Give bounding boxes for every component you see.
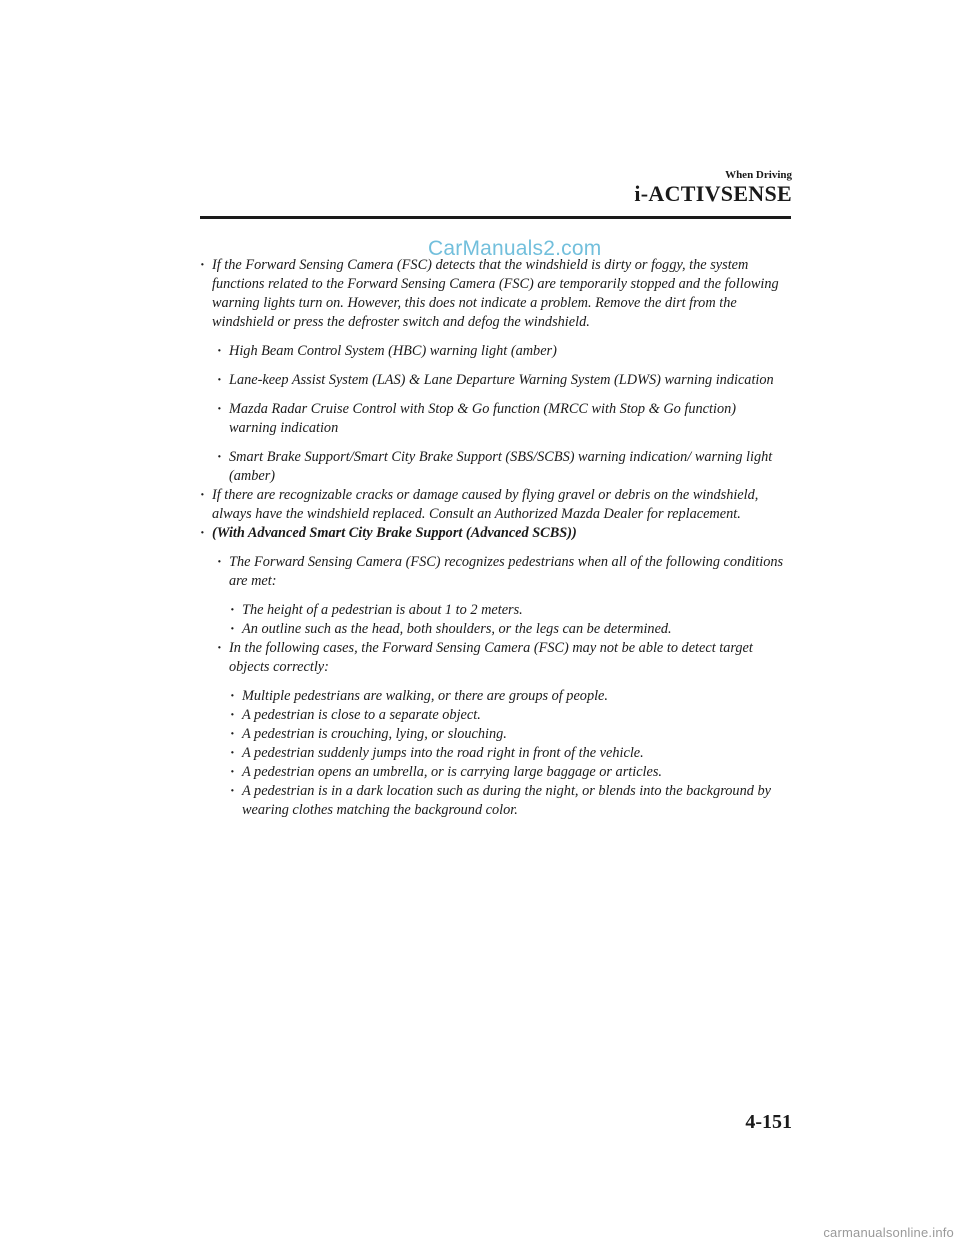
bullet-multiple-pedestrians: · Multiple pedestrians are walking, or there are groups of people. [230, 687, 785, 706]
bullet-jumps-into-road: · A pedestrian suddenly jumps into the road right in front of the vehicle. [230, 744, 785, 763]
watermark-logo-top: CarManuals2.com [428, 237, 602, 260]
bullet-pedestrian-outline: · An outline such as the head, both shoulders, or the legs can be determined. [230, 620, 785, 639]
bullet-sbs-scbs-warning: · Smart Brake Support/Smart City Brake Support (SBS/SCBS) warning indication/ warning light (amber) [217, 448, 785, 486]
bullet-dark-location: · A pedestrian is in a dark location such as during the night, or blends into the background by wearing clothes matching the background color. [230, 782, 785, 820]
section-label: When Driving [725, 169, 792, 181]
bullet-mrcc-warning: · Mazda Radar Cruise Control with Stop & Go function (MRCC with Stop & Go function) warning indication [217, 400, 785, 438]
bullet-detection-cases: · In the following cases, the Forward Sensing Camera (FSC) may not be able to detect target objects correctly: [217, 639, 785, 677]
bullet-hbc-warning: · High Beam Control System (HBC) warning light (amber) [217, 342, 785, 361]
bullet-pedestrian-recognition: · The Forward Sensing Camera (FSC) recognizes pedestrians when all of the following conditions are met: [217, 553, 785, 591]
header-divider [200, 216, 791, 219]
bullet-separate-object: · A pedestrian is close to a separate object. [230, 706, 785, 725]
bullet-windshield-cracks: · If there are recognizable cracks or damage caused by flying gravel or debris on the windshield, always have the windshield replaced. Consult an Authorized Mazda Dealer for replacement. [200, 486, 785, 524]
watermark-bottom: carmanualsonline.info [823, 1225, 954, 1240]
bullet-pedestrian-height: · The height of a pedestrian is about 1 to 2 meters. [230, 601, 785, 620]
bullet-las-ldws-warning: · Lane-keep Assist System (LAS) & Lane Departure Warning System (LDWS) warning indication [217, 371, 785, 390]
bullet-advanced-scbs-heading: · (With Advanced Smart City Brake Support (Advanced SCBS)) [200, 524, 785, 543]
bullet-crouching: · A pedestrian is crouching, lying, or slouching. [230, 725, 785, 744]
page-number: 4-151 [745, 1111, 792, 1133]
bullet-umbrella-baggage: · A pedestrian opens an umbrella, or is carrying large baggage or articles. [230, 763, 785, 782]
bullet-fsc-dirty-windshield: · If the Forward Sensing Camera (FSC) detects that the windshield is dirty or foggy, the system functions related to the Forward Sensing Camera (FSC) are temporarily stopped and the following warning lights turn on. However, this does not indicate a problem. Remove the dirt from the windshield or press the defroster switch and defog the windshield. [200, 256, 785, 332]
chapter-title: i-ACTIVSENSE [634, 181, 792, 206]
page-content [200, 256, 785, 820]
